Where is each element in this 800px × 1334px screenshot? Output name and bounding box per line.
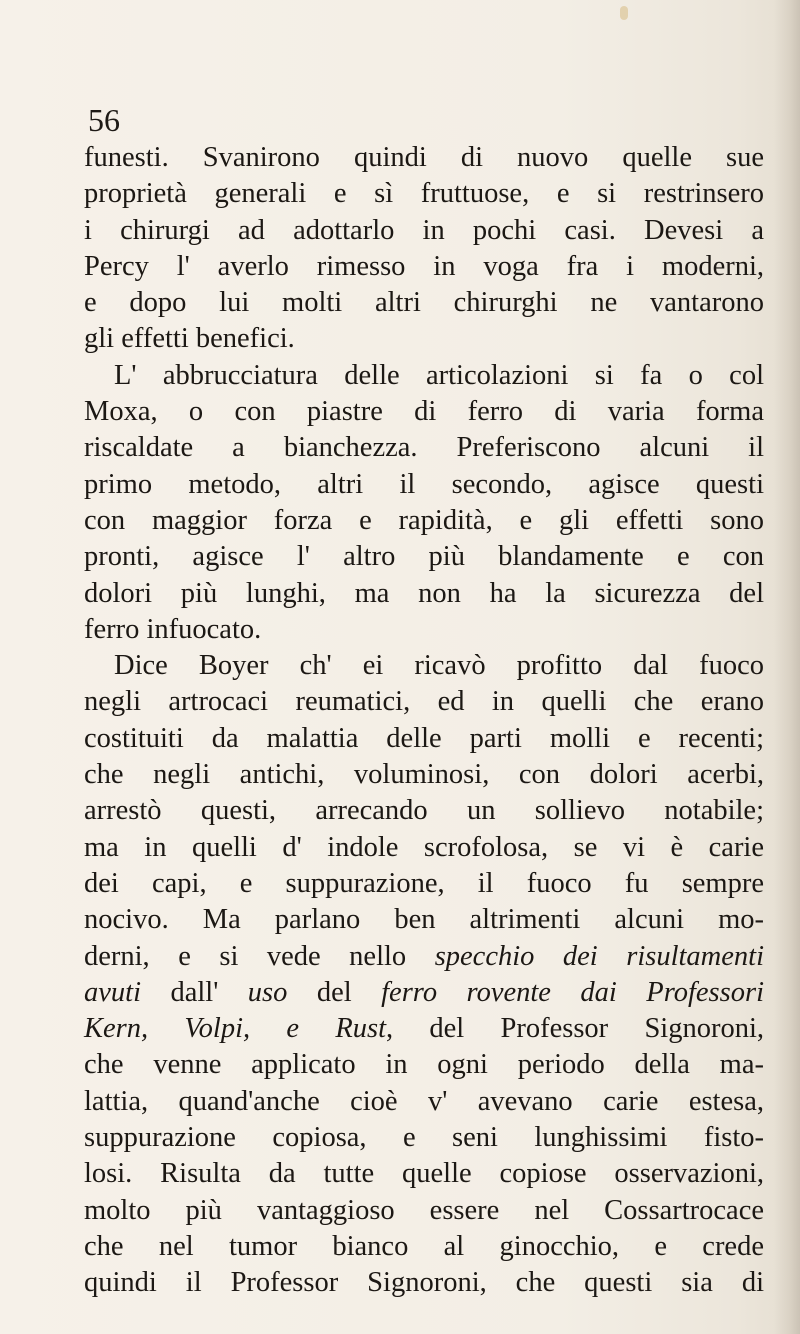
text-line [84, 321, 764, 357]
text-run: , del Professor Signoroni, [386, 1013, 764, 1045]
text-run: con maggior forza e rapidità, e gli effetti sono [84, 504, 764, 536]
text-line [84, 684, 764, 720]
text-line [84, 285, 764, 321]
italic-text-run: avuti [84, 976, 141, 1008]
text-line [84, 1120, 764, 1156]
text-run: i chirurgi ad adottarlo in pochi casi. Devesi a [84, 214, 764, 246]
text-line [84, 1193, 764, 1229]
text-line [84, 721, 764, 757]
text-run: arrestò questi, arrecando un sollievo notabile; [84, 795, 764, 827]
text-line [84, 140, 764, 176]
text-run: proprietà generali e sì fruttuose, e si restrinsero [84, 178, 764, 210]
text-line [84, 975, 764, 1011]
text-run: ferro infuocato. [84, 613, 262, 645]
text-run: dolori più lunghi, ma non ha la sicurezza del [84, 577, 764, 609]
text-run: che negli antichi, voluminosi, con dolori acerbi, [84, 759, 764, 791]
text-run: losi. Risulta da tutte quelle copiose osservazioni, [84, 1158, 764, 1190]
text-run: costituiti da malattia delle parti molli e recenti; [84, 722, 764, 754]
text-line [84, 1047, 764, 1083]
text-run: quindi il Professor Signoroni, che questi sia di [84, 1267, 764, 1299]
text-line [84, 430, 764, 466]
text-line [84, 793, 764, 829]
text-run: lattia, quand'anche cioè v' avevano carie estesa, [84, 1085, 764, 1117]
text-run: molto più vantaggioso essere nel Cossartrocace [84, 1194, 764, 1226]
page-number: 56 [88, 102, 120, 138]
text-line [84, 1011, 764, 1047]
text-line [84, 394, 764, 430]
text-line [84, 757, 764, 793]
text-line [84, 866, 764, 902]
text-run: negli artrocaci reumatici, ed in quelli che erano [84, 686, 764, 718]
text-run: dall' [141, 976, 248, 1008]
text-line [84, 939, 764, 975]
text-run: ma in quelli d' indole scrofolosa, se vi è carie [84, 831, 764, 863]
text-run: Dice Boyer ch' ei ricavò profitto dal fuoco [114, 650, 764, 682]
text-run: L' abbrucciatura delle articolazioni si fa o col [114, 359, 764, 391]
text-line [84, 1156, 764, 1192]
text-line [84, 539, 764, 575]
page-edge-shadow [774, 0, 800, 1334]
text-run: nocivo. Ma parlano ben altrimenti alcuni mo- [84, 904, 764, 936]
text-run: funesti. Svanirono quindi di nuovo quelle sue [84, 142, 764, 173]
ink-stain-mark [620, 6, 628, 20]
text-run: e dopo lui molti altri chirurghi ne vantarono [84, 287, 764, 319]
text-run: che venne applicato in ogni periodo della ma- [84, 1049, 764, 1081]
text-line [84, 358, 764, 394]
text-run: Percy l' averlo rimesso in voga fra i moderni, [84, 250, 764, 282]
text-line [84, 576, 764, 612]
text-run: primo metodo, altri il secondo, agisce questi [84, 468, 764, 500]
italic-text-run: specchio dei risultamenti [434, 940, 764, 972]
text-line [84, 648, 764, 684]
text-run: che nel tumor bianco al ginocchio, e crede [84, 1230, 764, 1262]
text-run: gli effetti benefici. [84, 323, 295, 355]
text-line [84, 612, 764, 648]
text-line [84, 176, 764, 212]
text-run: suppurazione copiosa, e seni lunghissimi fisto- [84, 1122, 764, 1154]
italic-text-run: ferro rovente dai Professori [381, 976, 764, 1008]
italic-text-run: Kern, Volpi, e Rust [84, 1013, 386, 1045]
body-text [84, 140, 764, 1302]
text-run: Moxa, o con piastre di ferro di varia forma [84, 396, 764, 428]
italic-text-run: uso [247, 976, 288, 1008]
text-line [84, 902, 764, 938]
text-line [84, 1084, 764, 1120]
text-line [84, 503, 764, 539]
text-line [84, 1265, 764, 1301]
text-run: dei capi, e suppurazione, il fuoco fu sempre [84, 867, 764, 899]
text-line [84, 467, 764, 503]
text-line [84, 249, 764, 285]
text-run: riscaldate a bianchezza. Preferiscono alcuni il [84, 432, 764, 464]
text-line [84, 1229, 764, 1265]
text-line [84, 213, 764, 249]
text-line [84, 830, 764, 866]
text-run: derni, e si vede nello [84, 940, 435, 972]
text-run: del [287, 976, 382, 1008]
text-run: pronti, agisce l' altro più blandamente e con [84, 541, 764, 573]
